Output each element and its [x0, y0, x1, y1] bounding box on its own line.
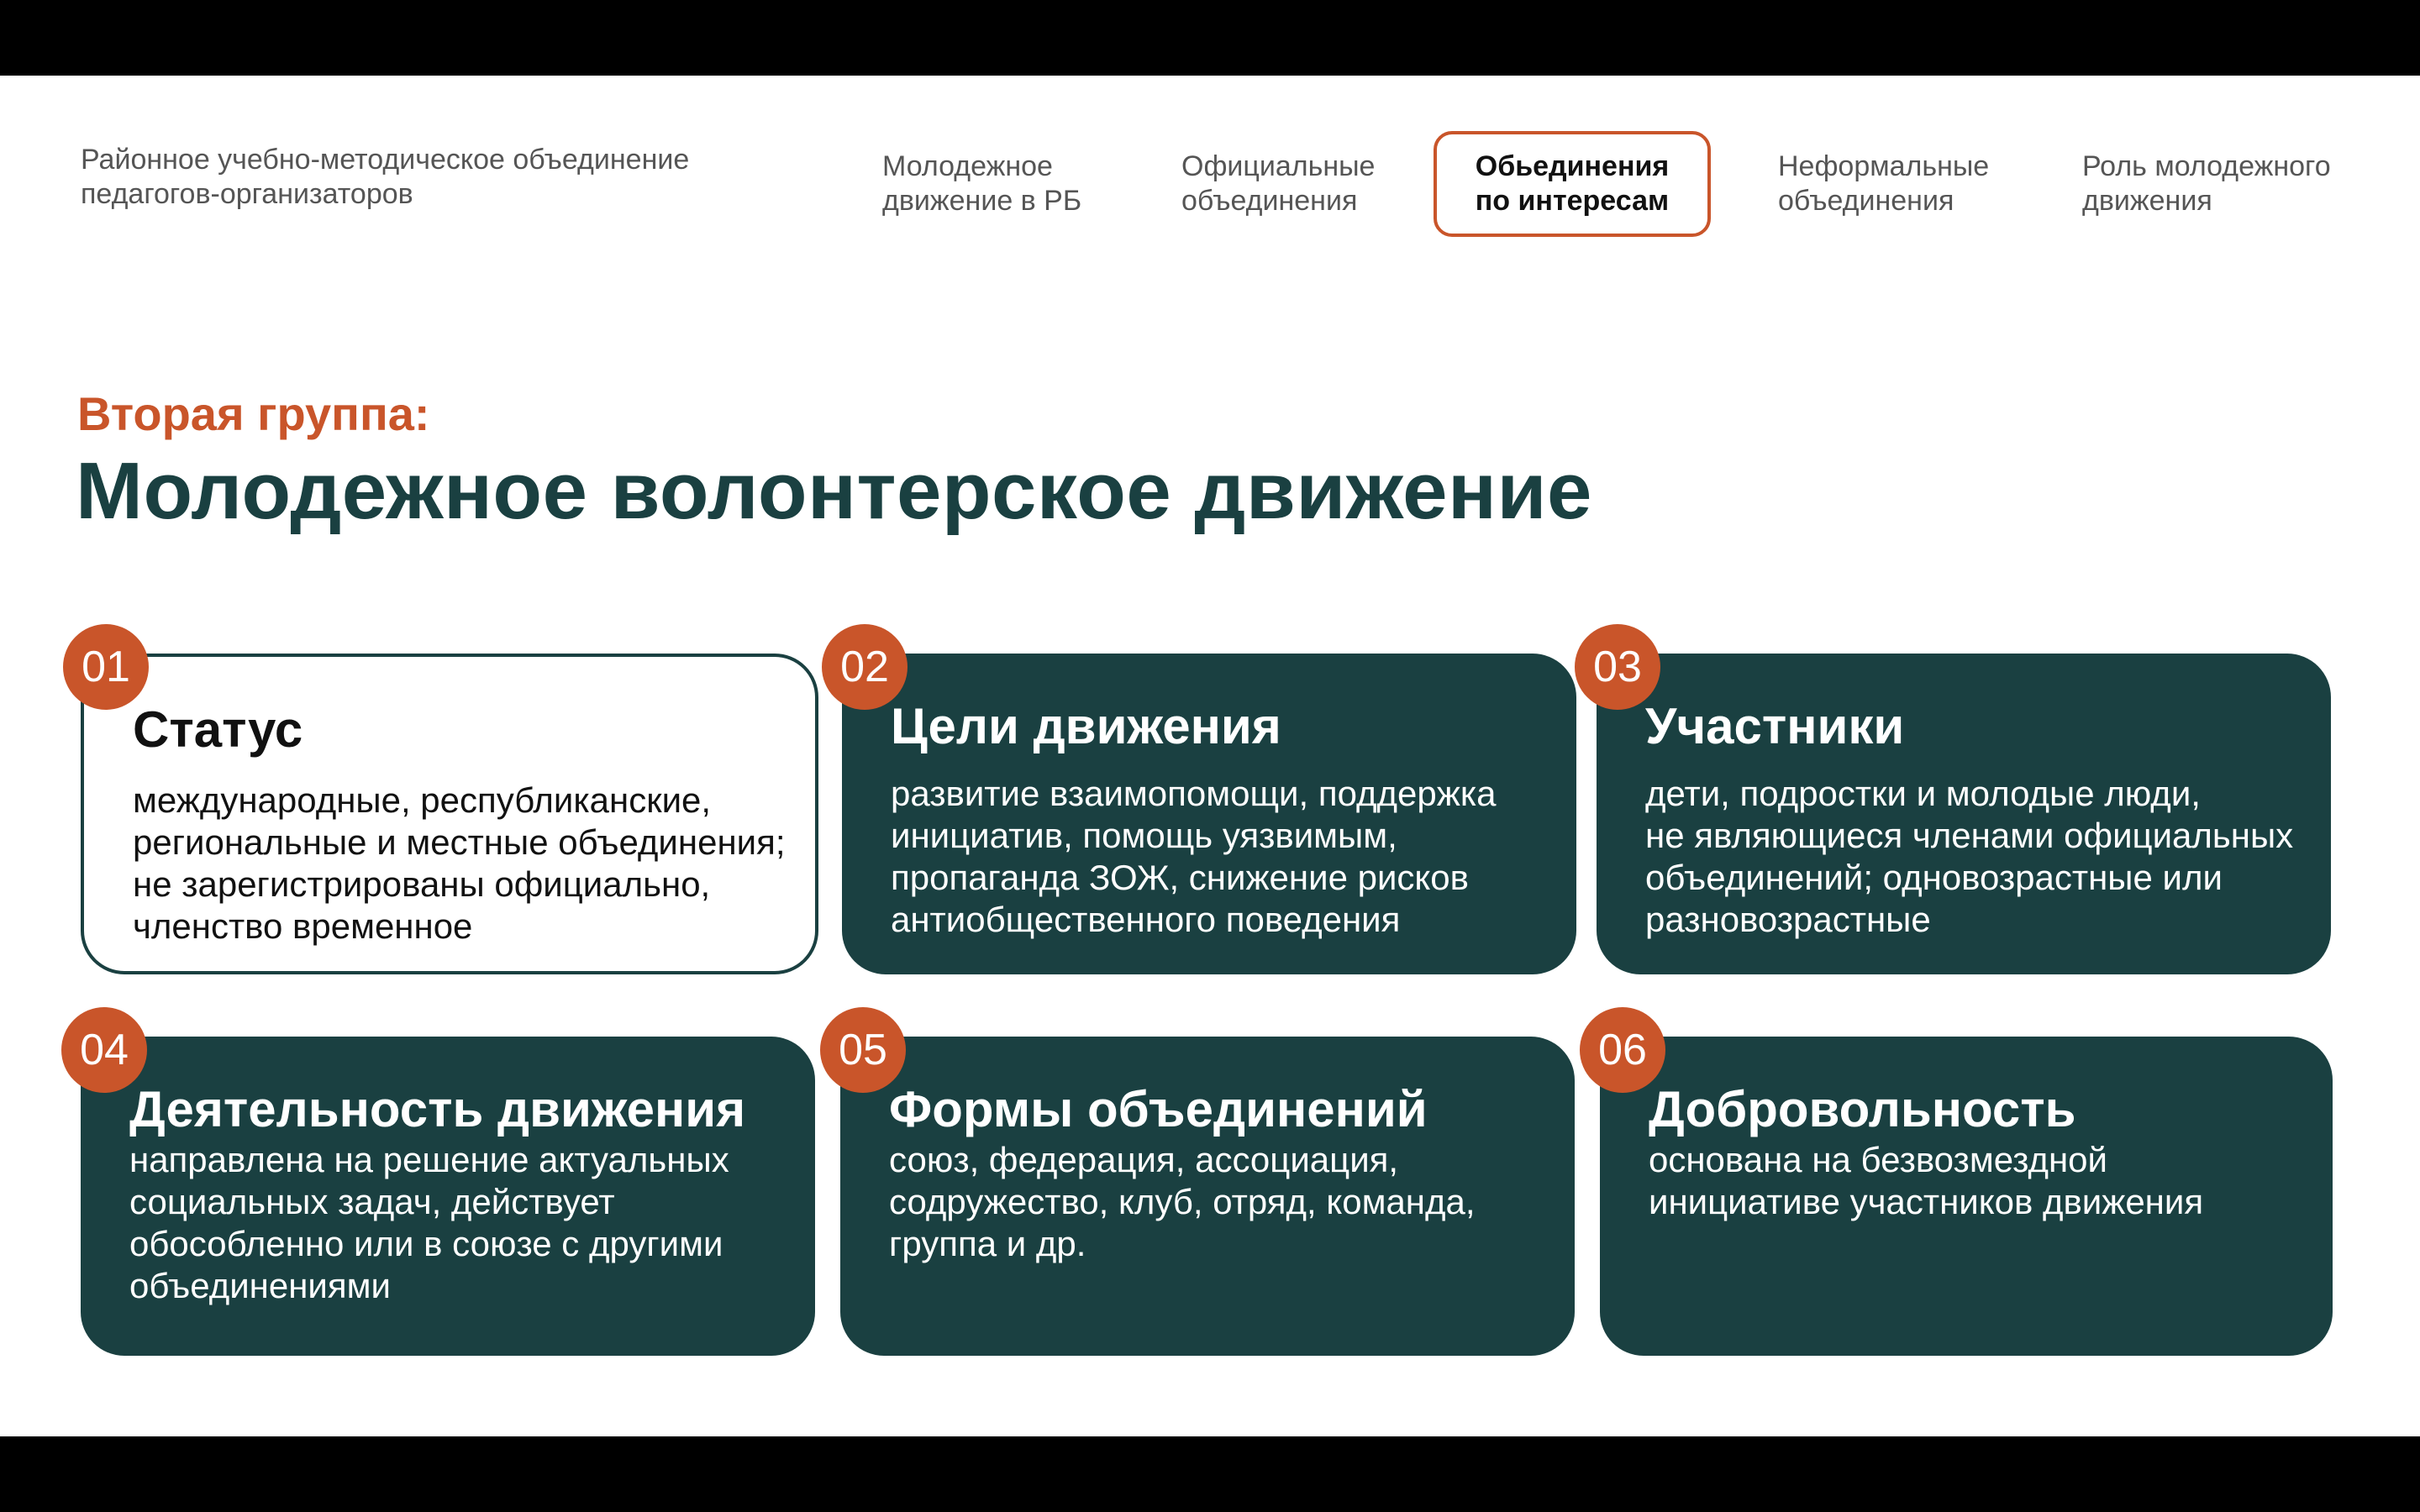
card-number-badge: 02 — [822, 624, 908, 710]
card-number-badge: 03 — [1575, 624, 1660, 710]
card-title: Деятельность движения — [129, 1081, 746, 1137]
card-title: Формы объединений — [889, 1081, 1428, 1137]
card-title: Цели движения — [891, 698, 1281, 754]
nav-item-youth-movement-role[interactable]: Роль молодежного движения — [2082, 150, 2331, 217]
card-participants — [1597, 654, 2331, 974]
card-text: союз, федерация, ассоциация, содружество, клуб, отряд, команда, группа и др. — [889, 1140, 1476, 1263]
card-title: Участники — [1645, 698, 1905, 754]
card-status — [81, 654, 818, 974]
top-navigation — [0, 131, 2420, 240]
card-number-badge: 06 — [1580, 1007, 1665, 1093]
card-title: Статус — [133, 701, 303, 758]
card-forms — [840, 1037, 1575, 1356]
section-subtitle: Вторая группа: — [77, 387, 430, 440]
slide — [0, 76, 2420, 1436]
card-number-badge: 01 — [63, 624, 149, 710]
page-title: Молодежное волонтерское движение — [76, 446, 1592, 536]
nav-item-youth-movement-rb[interactable]: Молодежное движение в РБ — [882, 150, 1082, 217]
nav-item-interest-associations[interactable]: Обьединения по интересам — [1434, 131, 1711, 237]
letterbox-bottom — [0, 1436, 2420, 1512]
card-activity — [81, 1037, 815, 1356]
card-title: Добровольность — [1649, 1081, 2076, 1137]
card-text: основана на безвозмездной инициативе участников движения — [1649, 1140, 2204, 1221]
organization-name: Районное учебно-методическое объединение педагогов-организаторов — [81, 144, 690, 210]
card-number-badge: 04 — [61, 1007, 147, 1093]
card-voluntariness — [1600, 1037, 2333, 1356]
nav-item-official-associations[interactable]: Официальные объединения — [1181, 150, 1376, 217]
card-text: дети, подростки и молодые люди, не являющиеся членами официальных объединений; одновозрастные или разновозрастные — [1645, 774, 2294, 939]
card-goals — [842, 654, 1576, 974]
card-text: международные, республиканские, региональные и местные объединения; не зарегистрированы официально, членство временное — [133, 780, 786, 946]
nav-item-informal-associations[interactable]: Неформальные объединения — [1778, 150, 1990, 217]
card-text: развитие взаимопомощи, поддержка инициатив, помощь уязвимым, пропаганда ЗОЖ, снижение рисков антиобщественного поведения — [891, 774, 1497, 939]
letterbox-top — [0, 0, 2420, 76]
card-number-badge: 05 — [820, 1007, 906, 1093]
card-text: направлена на решение актуальных социальных задач, действует обособленно или в союзе с другими объединениями — [129, 1140, 729, 1305]
